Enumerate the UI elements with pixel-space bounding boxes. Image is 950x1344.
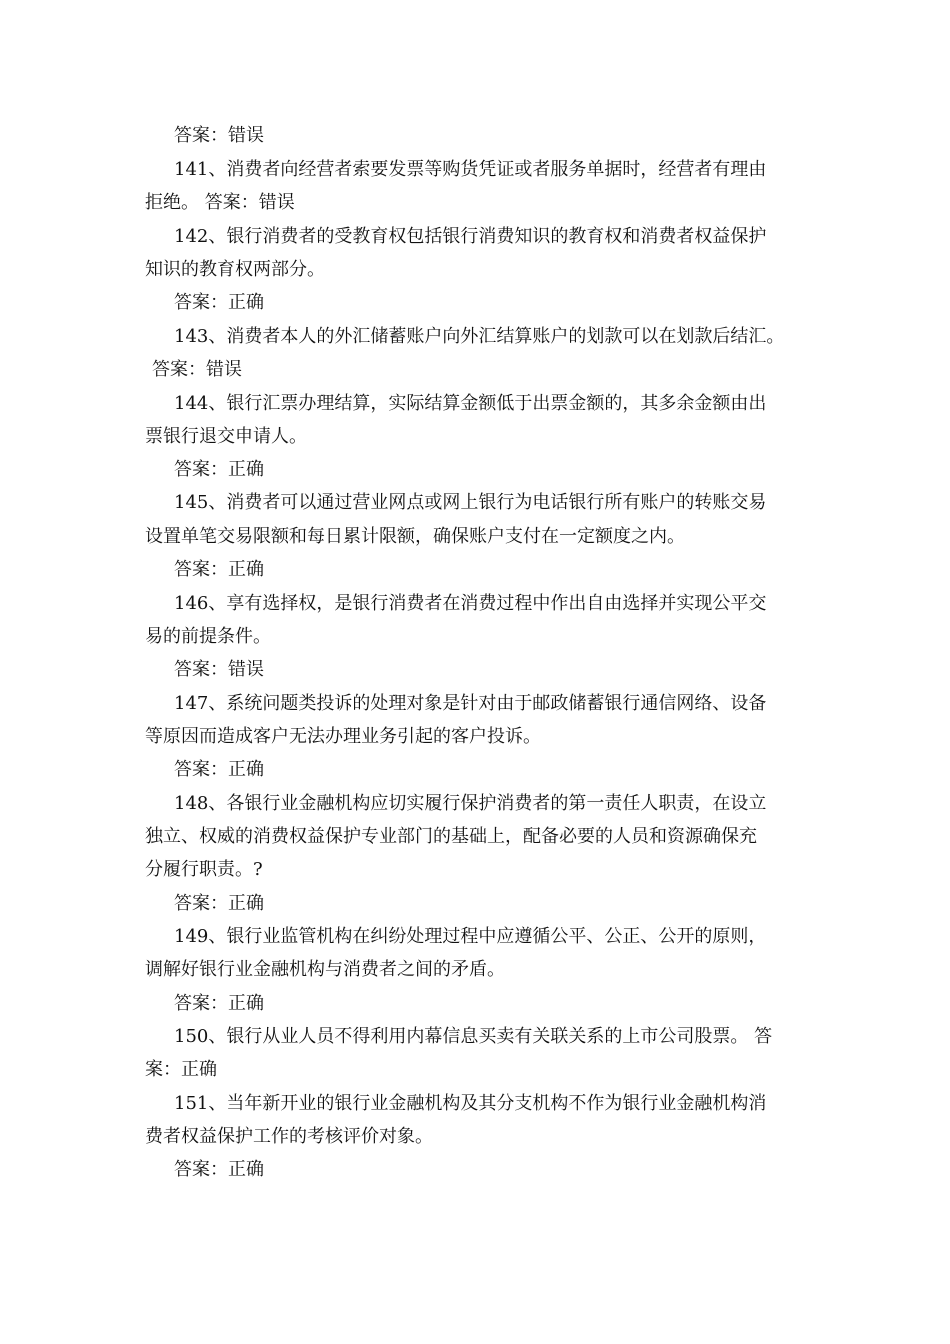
question-147: 147、系统问题类投诉的处理对象是针对由于邮政储蓄银行通信网络、设备 (174, 693, 767, 714)
answer-line: 答案：错误 (174, 125, 264, 146)
question-144: 144、银行汇票办理结算，实际结算金额低于出票金额的，其多余金额由出 (174, 393, 767, 414)
question-150: 150、银行从业人员不得利用内幕信息买卖有关联关系的上市公司股票。 答 (174, 1026, 773, 1047)
question-141-continued: 拒绝。 答案：错误 (145, 192, 295, 213)
answer-line: 答案：正确 (174, 993, 264, 1014)
question-145-continued: 设置单笔交易限额和每日累计限额，确保账户支付在一定额度之内。 (145, 526, 685, 547)
question-145: 145、消费者可以通过营业网点或网上银行为电话银行所有账户的转账交易 (174, 492, 767, 513)
answer-line: 答案：正确 (174, 459, 264, 480)
question-146-continued: 易的前提条件。 (145, 626, 271, 647)
answer-line: 答案：错误 (174, 659, 264, 680)
answer-line: 答案：正确 (174, 893, 264, 914)
question-149-continued: 调解好银行业金融机构与消费者之间的矛盾。 (145, 959, 505, 980)
question-141: 141、消费者向经营者索要发票等购货凭证或者服务单据时，经营者有理由 (174, 159, 767, 180)
question-151: 151、当年新开业的银行业金融机构及其分支机构不作为银行业金融机构消 (174, 1093, 767, 1114)
question-148-continued: 分履行职责。? (145, 859, 263, 880)
question-142: 142、银行消费者的受教育权包括银行消费知识的教育权和消费者权益保护 (174, 226, 767, 247)
question-147-continued: 等原因而造成客户无法办理业务引起的客户投诉。 (145, 726, 541, 747)
question-151-continued: 费者权益保护工作的考核评价对象。 (145, 1126, 433, 1147)
question-144-continued: 票银行退交申请人。 (145, 426, 307, 447)
answer-line: 答案：正确 (174, 559, 264, 580)
answer-line: 答案：正确 (174, 292, 264, 313)
question-148-continued: 独立、权威的消费权益保护专业部门的基础上，配备必要的人员和资源确保充 (145, 826, 757, 847)
question-150-continued: 案：正确 (145, 1059, 217, 1080)
question-146: 146、享有选择权，是银行消费者在消费过程中作出自由选择并实现公平交 (174, 593, 767, 614)
question-143: 143、消费者本人的外汇储蓄账户向外汇结算账户的划款可以在划款后结汇。 (174, 326, 785, 347)
answer-line: 答案：错误 (152, 359, 242, 380)
question-142-continued: 知识的教育权两部分。 (145, 259, 325, 280)
answer-line: 答案：正确 (174, 759, 264, 780)
question-148: 148、各银行业金融机构应切实履行保护消费者的第一责任人职责，在设立 (174, 793, 767, 814)
answer-line: 答案：正确 (174, 1159, 264, 1180)
question-149: 149、银行业监管机构在纠纷处理过程中应遵循公平、公正、公开的原则， (174, 926, 767, 947)
